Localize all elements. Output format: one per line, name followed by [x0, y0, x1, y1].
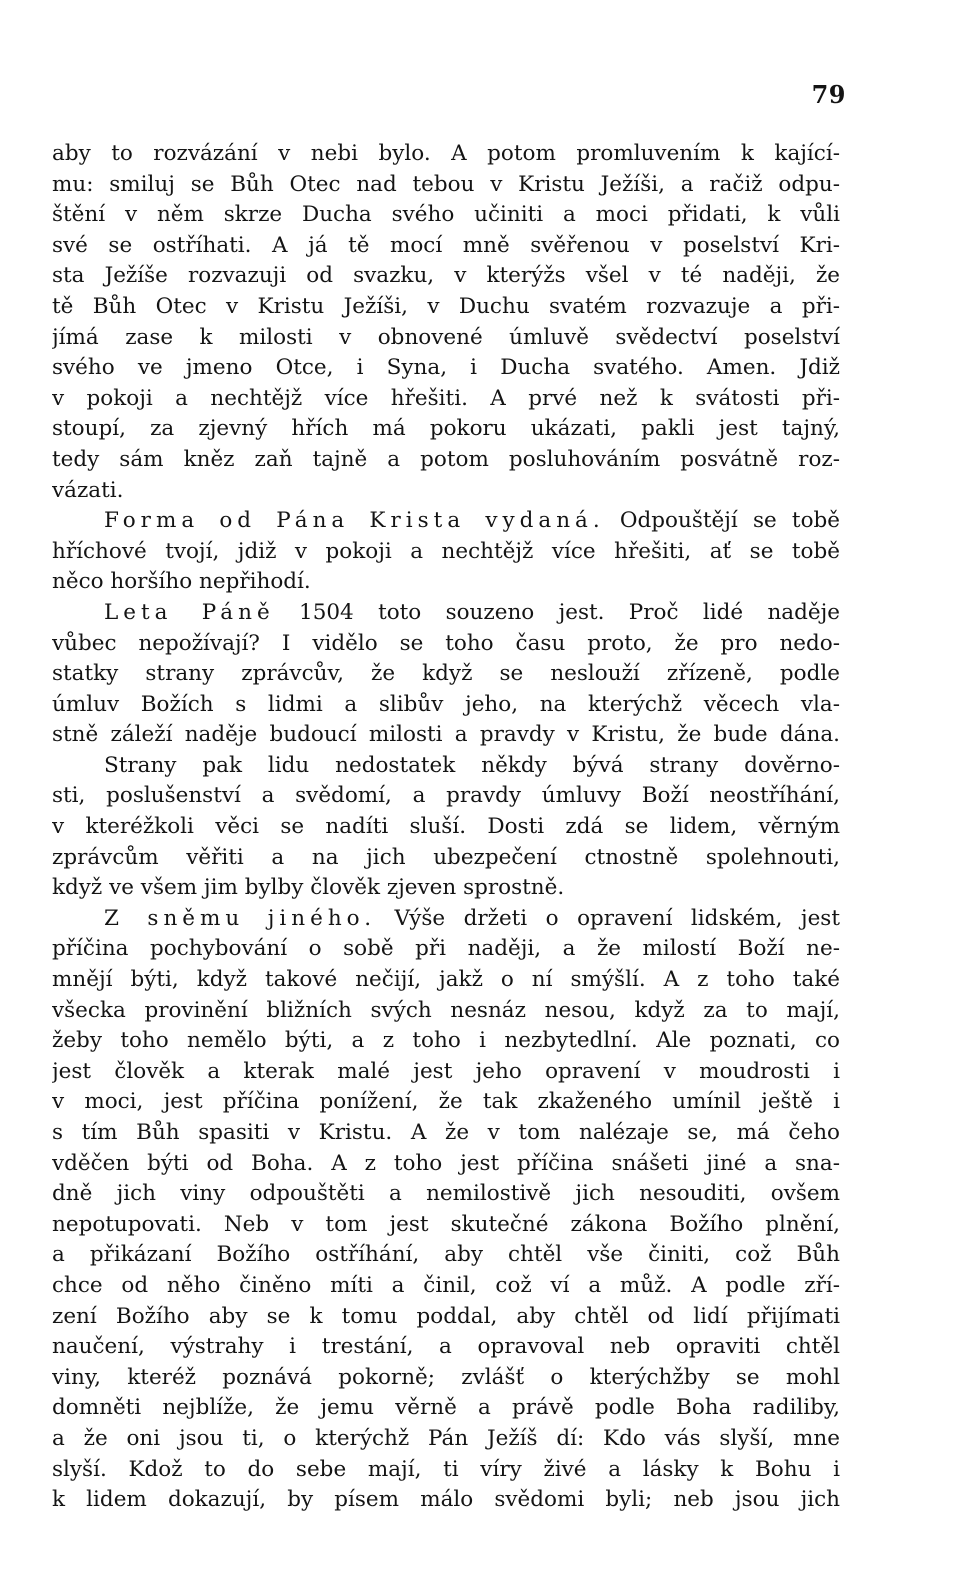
line-text: k lidem dokazují, by písem málo svědomi byli; neb jsou jich: [52, 1487, 840, 1513]
line-text: statky strany zprávcův, že když se neslouží zřízeně, podle: [52, 661, 840, 687]
line-text: v kteréžkoli věci se nadíti sluší. Dosti zdá se lidem, věrným: [52, 814, 840, 840]
line-text: slyší. Kdož to do sebe mají, ti víry živé a lásky k Bohu i: [52, 1456, 840, 1482]
line-text: naučení, výstrahy i trestání, a opravoval neb opraviti chtěl: [52, 1334, 840, 1360]
text-line: [52, 384, 840, 415]
text-line: [52, 904, 840, 935]
text-line: [52, 659, 840, 690]
text-line: [52, 598, 840, 629]
text-line: [52, 629, 840, 660]
line-text: tedy sám kněz zaň tajně a potom posluhováním posvátně roz-: [52, 446, 840, 472]
line-text: mnějí býti, když takové nečijí, jakž o ní smýšlí. A z toho také: [52, 967, 840, 993]
line-text: příčina pochybování o sobě při naději, a že milostí Boží ne-: [52, 936, 840, 962]
line-text: svého ve jmeno Otce, i Syna, i Ducha svatého. Amen. Jdiž: [52, 355, 840, 381]
line-text: a přikázaní Božího ostříhání, aby chtěl vše činiti, což Bůh: [52, 1242, 840, 1268]
text-line: [52, 690, 840, 721]
line-text: zení Božího aby se k tomu poddal, aby chtěl od lidí přijímati: [52, 1303, 840, 1329]
line-text: Odpouštějí se tobě: [604, 508, 840, 534]
line-text: v moci, jest příčina ponížení, že tak zkaženého umínil ještě i: [52, 1089, 840, 1115]
text-line: [52, 1179, 840, 1210]
text-line: [52, 170, 840, 201]
line-text: hříchové tvojí, jdiž v pokoji a nechtějž více hřešiti, ať se tobě: [52, 538, 840, 564]
line-text: tě Bůh Otec v Kristu Ježíši, v Duchu svatém rozvazuje a při-: [52, 293, 840, 319]
line-text: stně záleží naděje budoucí milosti a pravdy v Kristu, že bude dána.: [52, 722, 840, 748]
line-text: chce od něho činěno míti a činil, což ví a můž. A podle zří-: [52, 1272, 840, 1298]
text-line: [52, 1455, 840, 1486]
line-text: žeby toho nemělo býti, a z toho i nezbytedlní. Ale poznati, co: [52, 1028, 840, 1054]
line-text: s tím Bůh spasiti v Kristu. A že v tom nalézaje se, má čeho: [52, 1120, 840, 1145]
line-text: stoupí, za zjevný hřích má pokoru ukázati, pakli jest tajný,: [52, 416, 840, 442]
text-line: [52, 1363, 840, 1394]
spaced-heading: Leta Páně: [104, 599, 275, 625]
spaced-heading: Z sněmu jiného.: [104, 905, 377, 931]
line-text: nepotupovati. Neb v tom jest skutečné zákona Božího plnění,: [52, 1211, 840, 1237]
text-line: [52, 1026, 840, 1057]
text-line: [52, 934, 840, 965]
text-line: [52, 353, 840, 384]
text-line: [52, 1485, 840, 1516]
line-text: sta Ježíše rozvazuji od svazku, v kterýžs všel v té naději, že: [52, 263, 840, 289]
text-line: [52, 812, 840, 843]
line-text: sti, poslušenství a svědomí, a pravdy úmluvy Boží neostříhání,: [52, 783, 840, 809]
text-line: [52, 292, 840, 323]
line-text: když ve všem jim bylby člověk zjeven sprostně.: [52, 875, 565, 901]
line-text: zprávcům věřiti a na jich ubezpečení ctnostně spolehnouti,: [52, 844, 840, 870]
line-text: dně jich viny odpouštěti a nemilostivě jich nesouditi, ovšem: [52, 1181, 840, 1207]
text-line: [52, 506, 840, 537]
text-line: [52, 567, 840, 598]
line-text: štění v něm skrze Ducha svého učiniti a moci přidati, k vůli: [52, 202, 840, 228]
text-line: [52, 1087, 840, 1118]
line-text: všecka provinění bližních svých nesnáz nesou, když za to mají,: [52, 997, 840, 1023]
text-line: [52, 476, 840, 507]
text-line: [52, 1302, 840, 1333]
line-text: vůbec nepožívají? I vidělo se toho času proto, že pro nedo-: [52, 630, 840, 656]
text-line: [52, 1424, 840, 1455]
text-line: [52, 1332, 840, 1363]
text-line: [52, 720, 840, 751]
text-line: [52, 1210, 840, 1241]
line-text: 1504 toto souzeno jest. Proč lidé naděje: [274, 599, 840, 625]
line-text: Výše držeti o opravení lidském, jest: [376, 905, 840, 931]
text-line: [52, 200, 840, 231]
line-text: vděčen býti od Boha. A z toho jest příčina snášeti jiné a sna-: [52, 1150, 840, 1176]
line-text: v pokoji a nechtějž více hřešiti. A prvé než k svátosti při-: [52, 385, 840, 411]
text-line: [52, 414, 840, 445]
line-text: úmluv Božích s lidmi a slibův jeho, na kterýchž věcech vla-: [52, 691, 840, 717]
line-text: něco horšího nepřihodí.: [52, 569, 311, 595]
text-line: [52, 1057, 840, 1088]
text-line: [52, 537, 840, 568]
line-text: Strany pak lidu nedostatek někdy bývá strany dověrno-: [104, 752, 840, 778]
line-text: aby to rozvázání v nebi bylo. A potom promluvením k kající-: [52, 141, 840, 166]
line-text: své se ostříhati. A já tě mocí mně svěřenou v poselství Kri-: [52, 232, 840, 258]
line-text: jímá zase k milosti v obnovené úmluvě svědectví poselství: [52, 324, 840, 350]
text-line: [52, 873, 840, 904]
text-line: [52, 1271, 840, 1302]
text-line: [52, 323, 840, 354]
text-line: [52, 231, 840, 262]
spaced-heading: Forma od Pána Krista vydaná.: [104, 508, 605, 534]
line-text: viny, kteréž poznává pokorně; zvlášť o kterýchžby se mohl: [52, 1364, 840, 1390]
text-line: [52, 1240, 840, 1271]
text-line: [52, 751, 840, 782]
line-text: jest člověk a kterak malé jest jeho opravení v moudrosti i: [52, 1058, 840, 1084]
text-line: [52, 261, 840, 292]
text-line: [52, 996, 840, 1027]
line-text: domněti nejblíže, že jemu věrně a právě podle Boha radiliby,: [52, 1395, 840, 1421]
text-line: [52, 445, 840, 476]
line-text: vázati.: [52, 477, 124, 503]
body-text: [52, 139, 840, 1516]
text-line: [52, 781, 840, 812]
line-text: mu: smiluj se Bůh Otec nad tebou v Kristu Ježíši, a račiž odpu-: [52, 171, 840, 197]
text-line: [52, 1393, 840, 1424]
text-line: [52, 965, 840, 996]
text-line: [52, 843, 840, 874]
page-number: 79: [811, 80, 846, 109]
text-line: [52, 1149, 840, 1180]
line-text: a že oni jsou ti, o kterýchž Pán Ježíš dí: Kdo vás slyší, mne: [52, 1425, 840, 1451]
text-line: [52, 1118, 840, 1149]
text-line: [52, 139, 840, 170]
